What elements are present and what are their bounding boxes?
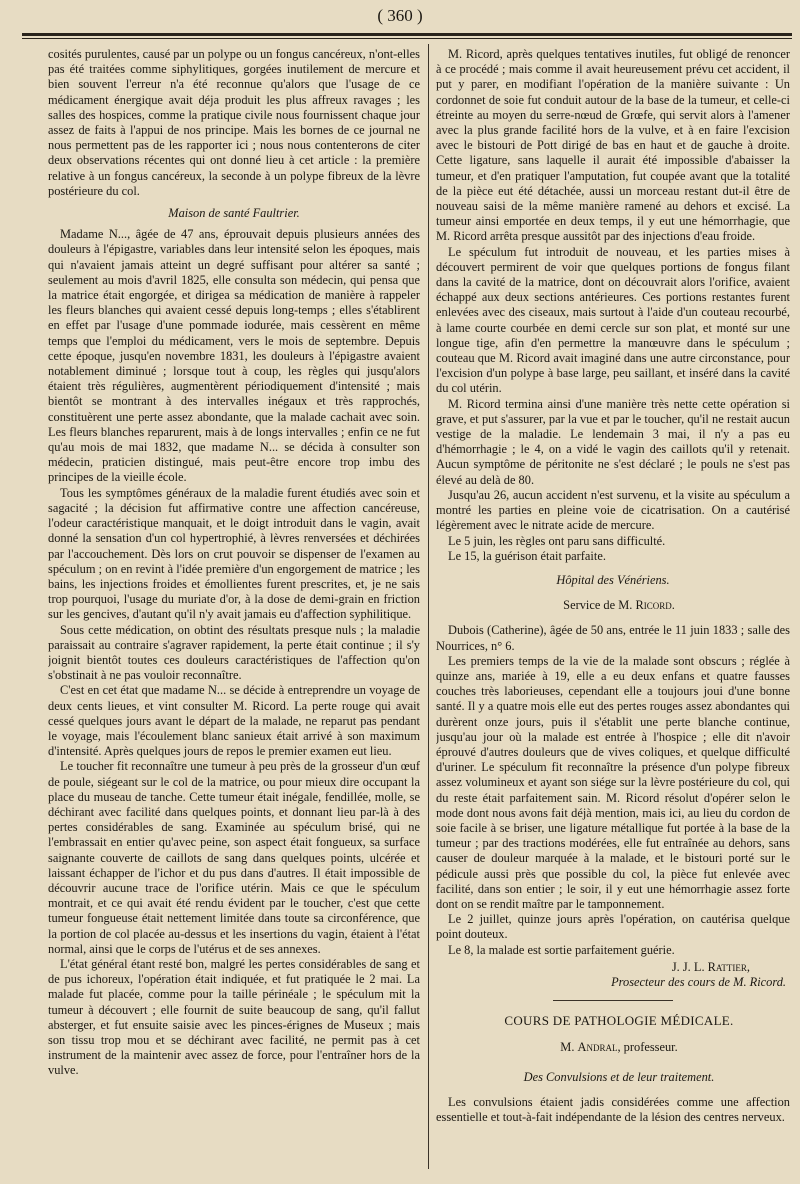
professor-name: Andral	[577, 1040, 618, 1055]
paragraph: Dubois (Catherine), âgée de 50 ans, entrée le 11 juin 1833 ; salle des Nourrices, n° 6.	[436, 623, 790, 653]
section-separator	[553, 1000, 673, 1001]
paragraph: C'est en cet état que madame N... se décide à entreprendre un voyage de deux cents lieues, et vint consulter M. Ricord. La perte rouge qui avait cessé quelques jours avant le départ de la malade, ne reparut pas pendant le voyage, mais l'écoulement blanc sanieux était arrivé à son maximum d'intensité. Après quelques jours de repos le premier examen eut lieu.	[48, 683, 420, 759]
paragraph: Le toucher fit reconnaître une tumeur à peu près de la grosseur d'un œuf de poule, siégeant sur le col de la matrice, ou pour mieux dire occupant la place du museau de tanche. Cette tumeur était inégale, fendillée, molle, se déchirant avec facilité dans quelques points, et donnant lieu par-là à des pertes considérables de sang. Examinée au spéculum brisé, qui ne l'embrassait en entier qu'avec peine, son aspect était fongueux, sa surface saignante couverte de caillots de sang dans quelques points, ulcérée et laissant échapper de l'ichor et du pus dans d'autres. Il était impossible de découvrir aucune trace de l'orifice utérin. Mais ce que le spéculum montrait, et ce qui avait été rendu évident par le toucher, c'est que cette tumeur fongueuse était nettement limitée dans toute sa circonférence, que la portion de col placée au-dessus et les insertions du vagin, étaient à l'état normal, ainsi que le corps de l'utérus et de ses annexes.	[48, 759, 420, 956]
paragraph: Les premiers temps de la vie de la malade sont obscurs ; réglée à quinze ans, mariée à 19, elle a eu deux enfans et quatre fausses couches très laborieuses, cependant elle a toujours joui d'une bonne santé. Il y a quatre mois elle eut des pertes rouges assez abondantes qui durèrent onze jours, puis il s'établit une perte blanche continue, jusqu'au jour où la malade est entrée à l'hospice ; elle dit n'avoir éprouvé d'autres douleurs que de vives coliques, et quelque difficulté d'uriner. Le spéculum fit reconnaître la présence d'un polype fibreux assez volumineux et ayant son siége sur la lèvre postérieure du col, qui du reste était parfaitement sain. M. Ricord résolut d'opérer selon le mode dont nous avons fait déjà mention, mais ici, au lieu du cordon de soie facile à se briser, une ligature métallique fut portée à la base de la tumeur ; par des tractions modérées, elle fut entraînée au dehors, sans causer de douleur marquée à la malade, et le bistouri porté sur le pédicule aussi près que possible du col, la pièce fut enlevée avec facilité, dans son entier ; le soir, il y eut une hémorrhagie assez forte dont on se rendit maître par le tamponnement.	[436, 653, 790, 911]
paragraph: Jusqu'au 26, aucun accident n'est survenu, et la visite au spéculum a montré les parties en pleine voie de cicatrisation. On a cautérisé légèrement avec le nitrate acide de mercure.	[436, 487, 790, 533]
lecture-subtitle: Des Convulsions et de leur traitement.	[523, 1069, 715, 1084]
paragraph: Tous les symptômes généraux de la maladie furent étudiés avec soin et sagacité ; la décision fut affirmative contre une affection cancéreuse, l'odeur caractéristique manquait, et le doigt introduit dans le vagin, avait donné la sensation d'un col hypertrophié, à lèvres renversées et déchirées par l'accouchement. Dès lors on crut pouvoir se dispenser de l'examen au spéculum ; on en revint à l'idée première d'un engorgement de matrice ; les bains, les injections froides et émollientes furent prescrites, et, je ne sais trop pourquoi, l'usage du muriate d'or, à la dose de demi-grain en friction sur les gencives, d'autant qu'il n'y avait jamais eu d'affection syphilitique.	[48, 485, 420, 622]
service-heading	[436, 598, 790, 613]
service-prefix: Service de M.	[563, 598, 633, 613]
professor-prefix: M.	[560, 1040, 575, 1055]
left-column	[48, 47, 420, 1172]
paragraph: Le 15, la guérison était parfaite.	[448, 548, 606, 563]
service-name: Ricord.	[635, 598, 675, 613]
paragraph: Le 8, la malade est sortie parfaitement guérie.	[448, 942, 675, 957]
paragraph: Le 2 juillet, quinze jours après l'opération, on cautérisa quelque point douteux.	[436, 912, 790, 942]
paragraph: Le 5 juin, les règles ont paru sans difficulté.	[448, 533, 666, 548]
header-rule-thick	[22, 33, 792, 36]
paragraph: Sous cette médication, on obtint des résultats presque nuls ; la maladie paraissait au contraire s'agraver rapidement, la perte était continue ; il s'y joignit bientôt toutes ces douleurs caractéristiques de l'affection qu'on s'obstinait à ne pas vouloir reconnaître.	[48, 622, 420, 683]
section-heading: Hôpital des Vénériens.	[556, 572, 670, 587]
lecture-title: COURS DE PATHOLOGIE MÉDICALE.	[504, 1013, 734, 1029]
header-rule-thin	[22, 38, 792, 39]
paragraph: L'état général étant resté bon, malgré les pertes considérables de sang et de pus ichoreux, l'opération était indiquée, et fut pratiquée le 2 mai. La malade fut placée, comme pour la taille périnéale ; le spéculum mit la tumeur à découvert ; elle fournit de suite beaucoup de sang, qu'il fallut absterger, et fut ensuite saisie avec les pinces-érignes de Museux ; mais son tissu trop mou et se déchirant avec facilité, ne permit pas à cet instrument de la maintenir avec assez de force, pour l'entraîner hors de la vulve.	[48, 956, 420, 1078]
section-heading: Maison de santé Faultrier.	[168, 206, 300, 221]
paragraph: M. Ricord termina ainsi d'une manière très nette cette opération si grave, et put s'assurer, par la vue et par le toucher, qu'il ne restait aucun vestige de la maladie. Le lendemain 3 mai, il n'y a pas eu d'hémorrhagie ; le 4, on a vidé le vagin des caillots qu'il y retenait. Aucun symptôme de péritonite ne s'est déclaré ; le pouls ne s'est pas élevé au delà de 80.	[436, 396, 790, 487]
page-number: ( 360 )	[377, 6, 423, 25]
paragraph: cosités purulentes, causé par un polype ou un fongus cancéreux, n'ont-elles pas été traitées comme siphylitiques, gorgées inutilement de mercure et bien souvent l'erreur n'a été reconnue qu'alors que l'usage de ce médicament énergique avait déja produit les plus affreux ravages ; les salles des hospices, comme la pratique civile nous fournissent chaque jour assez de faits à l'appui de nos principe. Mais les bornes de ce journal ne nous permettent pas de les rapporter ici ; nous nous contenterons de citer deux observations récentes qui ont donné lieu à cet article : la première relative à un fongus cancéreux, la seconde à un polype fibreux de la lèvre postérieure du col.	[48, 47, 420, 198]
professor-suffix: , professeur.	[617, 1040, 678, 1055]
signature-title: Prosecteur des cours de M. Ricord.	[611, 974, 786, 989]
paragraph: M. Ricord, après quelques tentatives inutiles, fut obligé de renoncer à ce procédé ; mais comme il avait heureusement prévu cet accident, il put y parer, en modifiant l'opération de la manière suivante : Un cordonnet de soie fut conduit autour de la base de la tumeur, et celle-ci étreinte au moyen du serre-nœud de Grœfe, qui servit alors à l'amener avec la plus grande facilité hors de la vulve, et à en faire l'excision avec le bistouri de Pott dirigé de bas en haut et de gauche à droite. Cette ligature, sans laquelle il aurait été impossible d'abaisser la tumeur, et d'en pratiquer l'amputation, fut coupée avant que la totalité de la pièce eut été détachée, aussi un morceau restant dut-il être de nouveau saisi de la même manière ramené au dehors et excisé. La tumeur ainsi emportée en deux temps, il y eut une hémorrhagie, que M. Ricord arrêta presque aussitôt par des injections d'eau froide.	[436, 47, 790, 244]
signature-name: J. J. L. Rattier,	[671, 959, 750, 974]
paragraph: Madame N..., âgée de 47 ans, éprouvait depuis plusieurs années des douleurs à l'épigastre, variables dans leur intensité selon les époques, mais qui n'avaient jamais atteint un degré suffisant pour altérer sa santé ; seulement au mois d'avril 1825, elle consulta son médecin, qui pensa que la matrice était engorgée, et dirigea sa médication de manière à rappeler les fleurs blanches qui avaient cessé depuis long-temps ; elles s'établirent en effet par l'usage d'une pommade iodurée, mais cessèrent en même temps que l'emploi du médicament, vers le mois de septembre. Depuis cette époque, jusqu'en novembre 1831, les douleurs à l'épigastre avaient notablement diminué ; lorsque tout à coup, les règles qui jusqu'alors étaient très régulières, augmentèrent périodiquement d'intensité ; mais bientôt se montrant à des intervalles inégaux et très rapprochés, constituèrent une perte assez abondante, que la malade cachait avec soin. Les fleurs blanches reparurent, mais à de longs intervalles ; enfin ce ne fut qu'au mois de mai 1832, que madame N... se décida à consulter son médecin, praticien distingué, mais peut-être encore trop imbu des principes de la vieille école.	[48, 227, 420, 485]
paragraph: Les convulsions étaient jadis considérées comme une affection essentielle et tout-à-fait indépendante de la lésion des centres nerveux.	[436, 1094, 790, 1124]
right-column	[436, 47, 790, 1172]
professor-line	[436, 1040, 790, 1055]
column-divider	[428, 44, 429, 1169]
paragraph: Le spéculum fut introduit de nouveau, et les parties mises à découvert permirent de voir que quelques portions de fongus filant dans la cavité de la matrice, dont on découvrait alors l'orifice, avaient échappé aux deux sections antérieures. Ces portions restantes furent enlevées avec des ciseaux, mais surtout à l'aide d'un couteau recourbé, à lame courte courbée en demi cercle sur son plat, et monté sur une longue tige, afin d'en permettre la manœuvre dans le spéculum ; couteau que M. Ricord avait imaginé dans une autre circonstance, pour l'excision d'un polype à base large, peu saillant, et inséré dans la cavité du col utérin.	[436, 244, 790, 396]
